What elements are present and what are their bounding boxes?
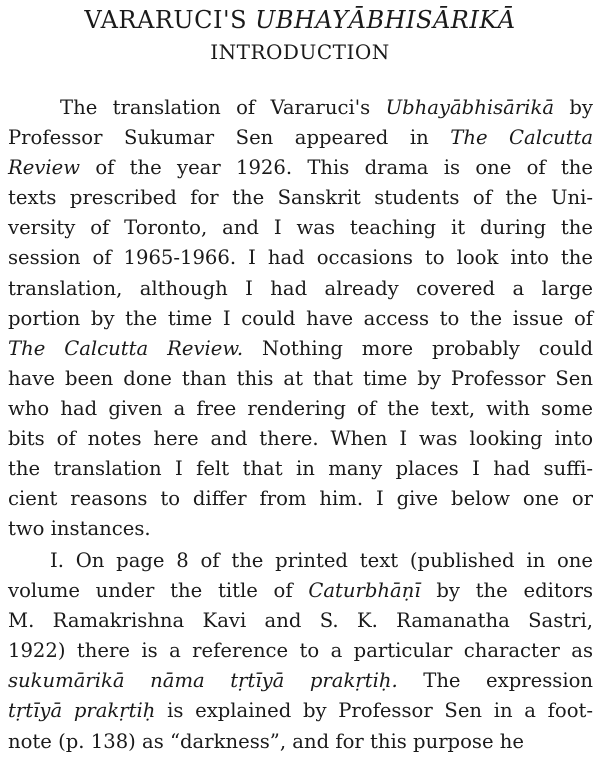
italic-span: The Calcutta Review.: [8, 336, 244, 360]
text-line: [8, 123, 593, 153]
text-span: portion by the time I could have access to the issue of: [8, 306, 593, 330]
text-span: by: [554, 96, 594, 119]
page-title: [0, 6, 600, 34]
text-line: [8, 153, 593, 183]
text-span: cient reasons to differ from him. I give below one or: [8, 487, 593, 511]
text-span: session of 1965-1966. I had occasions to look into the: [8, 246, 593, 270]
text-line: [8, 484, 593, 514]
text-span: versity of Toronto, and I was teaching it during the: [8, 216, 593, 240]
text-span: Professor Sukumar Sen appeared in: [8, 126, 451, 150]
text-span: have been done than this at that time by Professor Sen: [8, 366, 593, 390]
title-italic: UBHAYĀBHISĀRIKĀ: [255, 6, 516, 34]
text-line: [8, 364, 593, 394]
italic-span: The Calcutta: [450, 126, 594, 150]
text-line: [8, 636, 593, 666]
italic-span: Review: [8, 156, 81, 180]
text-line: [8, 93, 593, 123]
italic-span: Ubhayābhisārikā: [385, 96, 555, 119]
paragraph-1: [8, 93, 593, 544]
title-prefix: VARARUCI'S: [84, 6, 256, 34]
text-span: I. On page 8 of the printed text (published in one: [50, 549, 593, 572]
text-line: [8, 394, 593, 424]
text-span: of the year 1926. This drama is one of the: [80, 156, 593, 180]
italic-span: sukumārikā nāma tṛtīyā prakṛtiḥ.: [8, 669, 398, 693]
text-line: [8, 243, 593, 273]
text-span: who had given a free rendering of the text, with some: [8, 396, 593, 420]
text-span: bits of notes here and there. When I was looking into: [8, 427, 593, 451]
text-span: Nothing more probably could: [243, 336, 593, 360]
text-line: [8, 274, 593, 304]
text-line: [8, 546, 593, 576]
text-line: [8, 424, 593, 454]
text-span: the translation I felt that in many places I had suffi-: [8, 457, 593, 481]
text-line: [8, 727, 593, 757]
text-span: two instances.: [8, 517, 151, 541]
text-span: translation, although I had already covered a large: [8, 276, 593, 300]
italic-span: tṛtīyā prakṛtiḥ: [8, 699, 156, 723]
text-span: note (p. 138) as “darkness”, and for this purpose he: [8, 729, 524, 753]
italic-span: Caturbhāṇī: [308, 579, 421, 603]
text-span: by the editors: [420, 579, 593, 603]
text-line: [8, 304, 593, 334]
text-span: is explained by Professor Sen in a foot-: [155, 699, 593, 723]
text-span: The translation of Vararuci's: [60, 96, 386, 119]
text-line: [8, 213, 593, 243]
text-span: The expression: [397, 669, 594, 693]
text-line: [8, 696, 593, 726]
text-line: [8, 334, 593, 364]
text-span: M. Ramakrishna Kavi and S. K. Ramanatha Sastri,: [8, 609, 593, 633]
text-line: [8, 183, 593, 213]
text-line: [8, 666, 593, 696]
text-line: [8, 514, 593, 544]
text-span: texts prescribed for the Sanskrit students of the Uni-: [8, 186, 593, 210]
text-span: 1922) there is a reference to a particular character as: [8, 639, 593, 663]
text-line: [8, 454, 593, 484]
section-heading: INTRODUCTION: [210, 40, 390, 64]
text-line: [8, 576, 593, 606]
text-line: [8, 606, 593, 636]
text-span: volume under the title of: [8, 579, 309, 603]
paragraph-2: [8, 546, 593, 757]
